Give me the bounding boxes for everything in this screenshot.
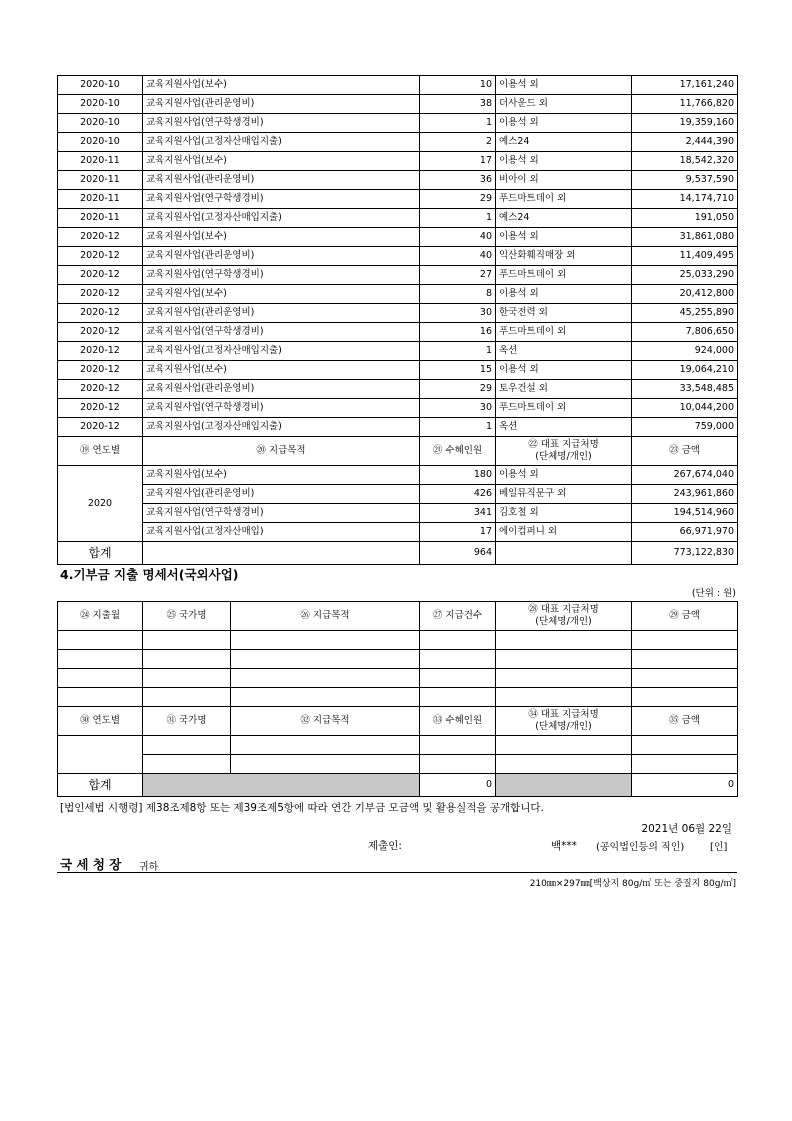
- amount-cell: 2,444,390: [632, 133, 738, 152]
- purpose-cell: 교육지원사업(연구학생경비): [143, 114, 420, 133]
- amount-cell: 267,674,040: [632, 466, 738, 485]
- table-row: [58, 285, 738, 304]
- donation-usage-table: [57, 75, 738, 565]
- payee-cell: 이용석 외: [496, 76, 632, 95]
- purpose-cell: 교육지원사업(관리운영비): [143, 171, 420, 190]
- month-cell: 2020-10: [58, 133, 143, 152]
- purpose-cell: 교육지원사업(관리운영비): [143, 304, 420, 323]
- total-empty: [496, 542, 632, 565]
- count-cell: 2: [420, 133, 496, 152]
- payee-cell: 푸드마트데이 외: [496, 190, 632, 209]
- count-cell: 36: [420, 171, 496, 190]
- purpose-cell: 교육지원사업(보수): [143, 228, 420, 247]
- table-row: [58, 323, 738, 342]
- purpose-cell: 교육지원사업(관리운영비): [143, 247, 420, 266]
- count-cell: 1: [420, 114, 496, 133]
- month-cell: 2020-11: [58, 171, 143, 190]
- table-row: [58, 485, 738, 504]
- overseas-expense-table: [57, 601, 738, 797]
- amount-cell: 66,971,970: [632, 523, 738, 542]
- payee-cell: 베일뮤직문구 외: [496, 485, 632, 504]
- total-label: 합계: [58, 774, 143, 797]
- purpose-cell: 교육지원사업(연구학생경비): [143, 399, 420, 418]
- total-shaded: [143, 774, 420, 797]
- payee-cell: 예스24: [496, 133, 632, 152]
- purpose-cell: 교육지원사업(관리운영비): [143, 380, 420, 399]
- purpose-cell: 교육지원사업(연구학생경비): [143, 190, 420, 209]
- year-summary: [58, 437, 738, 565]
- honorific: 귀하: [139, 862, 159, 873]
- purpose-cell: 교육지원사업(연구학생경비): [143, 266, 420, 285]
- table-row: [58, 152, 738, 171]
- count-cell: 1: [420, 209, 496, 228]
- table-row: [58, 228, 738, 247]
- total-empty: [143, 542, 420, 565]
- month-cell: 2020-12: [58, 266, 143, 285]
- payee-header-line2: (단체명/개인): [535, 721, 592, 732]
- table-row: [58, 342, 738, 361]
- table-row: [58, 399, 738, 418]
- seal-mark: [인]: [710, 842, 728, 853]
- amount-cell: 243,961,860: [632, 485, 738, 504]
- addressee: 국 세 청 장: [60, 857, 122, 872]
- payee-cell: 푸드마트데이 외: [496, 323, 632, 342]
- year-header: ⑲ 연도별: [58, 437, 143, 466]
- total-count: 964: [420, 542, 496, 565]
- table-row: [58, 114, 738, 133]
- total-label: 합계: [58, 542, 143, 565]
- count-cell: 8: [420, 285, 496, 304]
- month-cell: 2020-12: [58, 228, 143, 247]
- purpose-cell: 교육지원사업(보수): [143, 76, 420, 95]
- payee-cell: 이용석 외: [496, 285, 632, 304]
- payee-cell: 푸드마트데이 외: [496, 266, 632, 285]
- country-header: ㉕ 국가명: [143, 602, 231, 631]
- table-row: [58, 171, 738, 190]
- footer-divider: [57, 872, 737, 873]
- month-cell: 2020-11: [58, 152, 143, 171]
- total-amount: 0: [632, 774, 738, 797]
- month-cell: 2020-12: [58, 304, 143, 323]
- month-cell: 2020-11: [58, 190, 143, 209]
- payee-header-line2: (단체명/개인): [535, 616, 592, 627]
- amount-cell: 31,861,080: [632, 228, 738, 247]
- payee-cell: 이용석 외: [496, 228, 632, 247]
- count-cell: 1: [420, 342, 496, 361]
- count-cell: 27: [420, 266, 496, 285]
- amount-cell: 25,033,290: [632, 266, 738, 285]
- count-cell: 10: [420, 76, 496, 95]
- table-row: [58, 304, 738, 323]
- payee-header-line1: ㉞ 대표 지급처명: [528, 709, 599, 720]
- payee-header: [496, 707, 632, 736]
- total-amount: 773,122,830: [632, 542, 738, 565]
- payee-cell: 옥션: [496, 342, 632, 361]
- purpose-header: ㉖ 지급목적: [231, 602, 420, 631]
- month-cell: 2020-10: [58, 76, 143, 95]
- empty-row: [58, 736, 738, 755]
- amount-cell: 17,161,240: [632, 76, 738, 95]
- submitter-label: 제출인:: [368, 840, 402, 852]
- purpose-cell: 교육지원사업(관리운영비): [143, 485, 420, 504]
- table-row: [58, 380, 738, 399]
- month-cell: 2020-12: [58, 342, 143, 361]
- monthly-rows: [58, 76, 738, 437]
- month-cell: 2020-12: [58, 380, 143, 399]
- count-cell: 40: [420, 247, 496, 266]
- count-cell: 30: [420, 399, 496, 418]
- payee-header-line2: (단체명/개인): [535, 451, 592, 462]
- amount-cell: 18,542,320: [632, 152, 738, 171]
- amount-header: ㉙ 금액: [632, 602, 738, 631]
- purpose-header: ㉜ 지급목적: [231, 707, 420, 736]
- count-header: ㉗ 지급건수: [420, 602, 496, 631]
- recipients-cell: 341: [420, 504, 496, 523]
- purpose-cell: 교육지원사업(관리운영비): [143, 95, 420, 114]
- count-cell: 29: [420, 190, 496, 209]
- total-row: [58, 542, 738, 565]
- amount-cell: 9,537,590: [632, 171, 738, 190]
- country-header: ㉛ 국가명: [143, 707, 231, 736]
- purpose-cell: 교육지원사업(고정자산매입지출): [143, 209, 420, 228]
- count-cell: 29: [420, 380, 496, 399]
- count-cell: 17: [420, 152, 496, 171]
- payee-header-line1: ㉘ 대표 지급처명: [528, 604, 599, 615]
- header-row: [58, 707, 738, 736]
- empty-row: [58, 650, 738, 669]
- payee-cell: 예스24: [496, 209, 632, 228]
- amount-cell: 19,359,160: [632, 114, 738, 133]
- table-row: [58, 361, 738, 380]
- payee-cell: 더사운드 외: [496, 95, 632, 114]
- table-row: [58, 247, 738, 266]
- month-cell: 2020-12: [58, 399, 143, 418]
- month-cell: 2020-12: [58, 323, 143, 342]
- month-cell: 2020-12: [58, 361, 143, 380]
- count-cell: 15: [420, 361, 496, 380]
- amount-cell: 759,000: [632, 418, 738, 437]
- table-row: [58, 466, 738, 485]
- recipients-header: ㉑ 수혜인원: [420, 437, 496, 466]
- submission-date: 2021년 06월 22일: [641, 823, 732, 835]
- payee-cell: 에이컴퍼니 외: [496, 523, 632, 542]
- payee-cell: 푸드마트데이 외: [496, 399, 632, 418]
- year-cell: 2020: [58, 466, 143, 542]
- amount-cell: 924,000: [632, 342, 738, 361]
- purpose-cell: 교육지원사업(연구학생경비): [143, 323, 420, 342]
- total-row: [58, 774, 738, 797]
- total-count: 0: [420, 774, 496, 797]
- count-cell: 30: [420, 304, 496, 323]
- purpose-cell: 교육지원사업(보수): [143, 466, 420, 485]
- purpose-cell: 교육지원사업(연구학생경비): [143, 504, 420, 523]
- amount-cell: 14,174,710: [632, 190, 738, 209]
- purpose-cell: 교육지원사업(보수): [143, 361, 420, 380]
- amount-cell: 20,412,800: [632, 285, 738, 304]
- count-cell: 1: [420, 418, 496, 437]
- payee-cell: 김호철 외: [496, 504, 632, 523]
- payee-header-line1: ㉒ 대표 지급처명: [528, 439, 599, 450]
- legal-notice: [법인세법 시행령] 제38조제8항 또는 제39조제5항에 따라 연간 기부금 모금액 및 활용실적을 공개합니다.: [60, 802, 544, 814]
- table-row: [58, 133, 738, 152]
- count-cell: 38: [420, 95, 496, 114]
- total-shaded: [496, 774, 632, 797]
- table-row: [58, 209, 738, 228]
- empty-row: [58, 631, 738, 650]
- table-row: [58, 523, 738, 542]
- amount-cell: 11,409,495: [632, 247, 738, 266]
- month-cell: 2020-12: [58, 247, 143, 266]
- month-cell: 2020-12: [58, 418, 143, 437]
- purpose-cell: 교육지원사업(고정자산매입지출): [143, 418, 420, 437]
- month-cell: 2020-10: [58, 95, 143, 114]
- payee-cell: 토우건설 외: [496, 380, 632, 399]
- paper-spec: 210㎜×297㎜[백상지 80g/㎡ 또는 중질지 80g/㎡]: [529, 879, 736, 889]
- empty-row: [58, 688, 738, 707]
- purpose-cell: 교육지원사업(고정자산매입): [143, 523, 420, 542]
- year-header-row: [58, 437, 738, 466]
- amount-cell: 7,806,650: [632, 323, 738, 342]
- amount-cell: 45,255,890: [632, 304, 738, 323]
- purpose-cell: 교육지원사업(고정자산매입지출): [143, 133, 420, 152]
- purpose-header: ⑳ 지급목적: [143, 437, 420, 466]
- recipients-cell: 17: [420, 523, 496, 542]
- amount-cell: 191,050: [632, 209, 738, 228]
- payee-header: [496, 602, 632, 631]
- count-cell: 40: [420, 228, 496, 247]
- count-cell: 16: [420, 323, 496, 342]
- payee-cell: 비아이 외: [496, 171, 632, 190]
- payee-cell: 이용석 외: [496, 466, 632, 485]
- purpose-cell: 교육지원사업(고정자산매입지출): [143, 342, 420, 361]
- month-cell: 2020-12: [58, 285, 143, 304]
- section4-title: 4.기부금 지출 명세서(국외사업): [60, 567, 239, 582]
- payee-cell: 이용석 외: [496, 361, 632, 380]
- submitter-role: (공익법인등의 직인): [596, 842, 685, 853]
- header-row: [58, 602, 738, 631]
- month-cell: 2020-11: [58, 209, 143, 228]
- unit-label: (단위 : 원): [691, 588, 736, 599]
- table-row: [58, 504, 738, 523]
- amount-header: ㉟ 금액: [632, 707, 738, 736]
- amount-header: ㉓ 금액: [632, 437, 738, 466]
- table-row: [58, 190, 738, 209]
- payee-cell: 한국전력 외: [496, 304, 632, 323]
- year-header: ㉚ 연도별: [58, 707, 143, 736]
- recipients-cell: 180: [420, 466, 496, 485]
- month-header: ㉔ 지출월: [58, 602, 143, 631]
- month-cell: 2020-10: [58, 114, 143, 133]
- recipients-cell: 426: [420, 485, 496, 504]
- purpose-cell: 교육지원사업(보수): [143, 285, 420, 304]
- recipients-header: ㉝ 수혜인원: [420, 707, 496, 736]
- empty-row: [58, 755, 738, 774]
- payee-cell: 익산화훼직매장 외: [496, 247, 632, 266]
- payee-cell: 옥션: [496, 418, 632, 437]
- amount-cell: 10,044,200: [632, 399, 738, 418]
- empty-row: [58, 669, 738, 688]
- purpose-cell: 교육지원사업(보수): [143, 152, 420, 171]
- amount-cell: 11,766,820: [632, 95, 738, 114]
- table-row: [58, 418, 738, 437]
- table-row: [58, 76, 738, 95]
- amount-cell: 194,514,960: [632, 504, 738, 523]
- amount-cell: 33,548,485: [632, 380, 738, 399]
- payee-cell: 이용석 외: [496, 152, 632, 171]
- payee-header: [496, 437, 632, 466]
- table-row: [58, 266, 738, 285]
- amount-cell: 19,064,210: [632, 361, 738, 380]
- payee-cell: 이용석 외: [496, 114, 632, 133]
- table-row: [58, 95, 738, 114]
- submitter-name: 백***: [551, 840, 577, 852]
